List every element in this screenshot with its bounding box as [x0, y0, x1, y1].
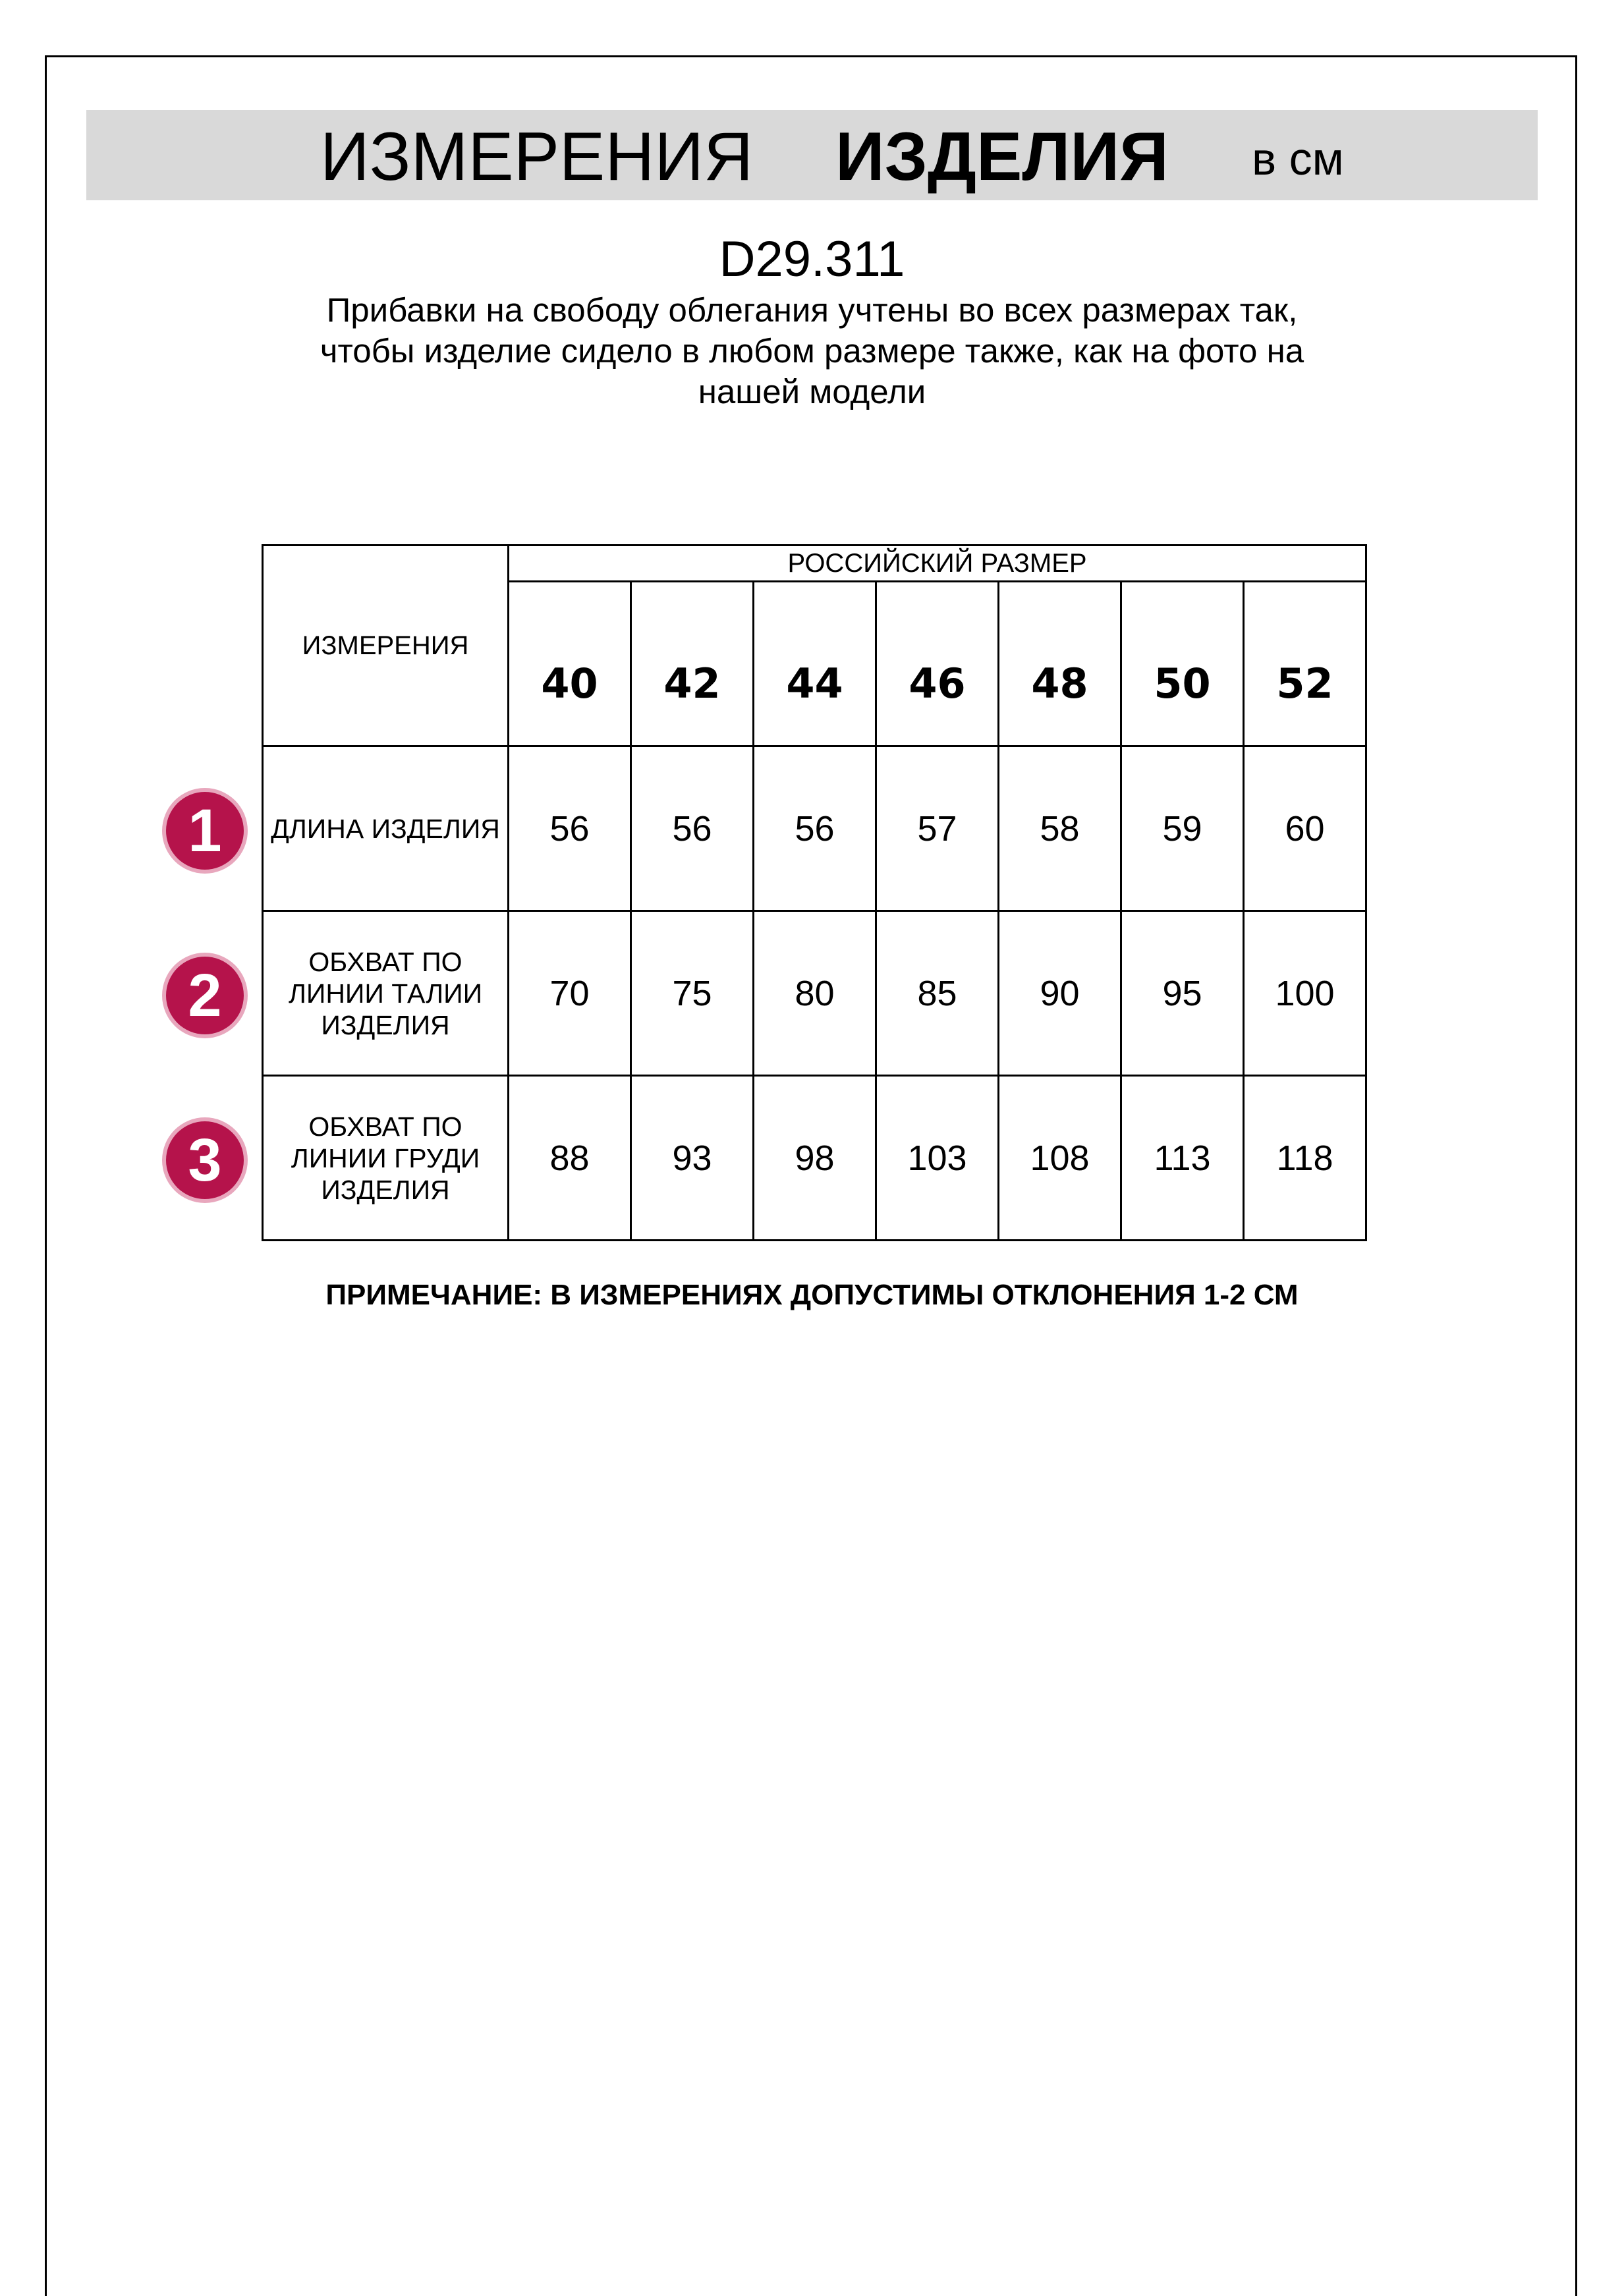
row-number-badge: 2: [166, 957, 244, 1034]
tolerance-note: ПРИМЕЧАНИЕ: В ИЗМЕРЕНИЯХ ДОПУСТИМЫ ОТКЛОНЕНИЯ 1-2 СМ: [325, 1279, 1299, 1311]
measurement-label: [263, 911, 509, 1076]
table-cell: 90: [999, 911, 1121, 1076]
measurement-label-line: ИЗДЕЛИЯ: [321, 1009, 450, 1040]
measurement-label-line: ИЗДЕЛИЯ: [321, 1174, 450, 1205]
table-cell: 108: [999, 1076, 1121, 1241]
size-header: 44: [754, 582, 876, 746]
size-chart-table: [262, 544, 1367, 1241]
table-cell: 75: [631, 911, 754, 1076]
row-number-badge: 1: [166, 792, 244, 870]
size-header: 46: [876, 582, 999, 746]
measurement-label-line: ОБХВАТ ПО: [308, 1111, 462, 1142]
table-row: [263, 911, 1366, 1076]
table-cell: 70: [509, 911, 631, 1076]
header-title-product: ИЗДЕЛИЯ: [835, 119, 1169, 195]
measurement-label-line: ДЛИНА ИЗДЕЛИЯ: [271, 813, 500, 844]
size-header: 42: [631, 582, 754, 746]
header-unit: в см: [1252, 133, 1344, 184]
table-row: [263, 1076, 1366, 1241]
table-cell: 56: [754, 746, 876, 911]
table-cell: 98: [754, 1076, 876, 1241]
table-cell: 56: [631, 746, 754, 911]
table-cell: 56: [509, 746, 631, 911]
table-cell: 80: [754, 911, 876, 1076]
product-code: D29.311: [719, 231, 905, 287]
table-cell: 59: [1121, 746, 1244, 911]
fit-description: [264, 290, 1360, 412]
fit-description-line: чтобы изделие сидело в любом размере также, как на фото на: [320, 332, 1304, 370]
measurement-label: [263, 746, 509, 911]
size-header: 50: [1121, 582, 1244, 746]
size-header: 52: [1244, 582, 1366, 746]
table-cell: 85: [876, 911, 999, 1076]
fit-description-line: Прибавки на свободу облегания учтены во всех размерах так,: [326, 291, 1298, 329]
table-cell: 60: [1244, 746, 1366, 911]
table-cell: 95: [1121, 911, 1244, 1076]
header-title-measurements: ИЗМЕРЕНИЯ: [320, 119, 754, 195]
table-cell: 103: [876, 1076, 999, 1241]
table-cell: 100: [1244, 911, 1366, 1076]
measurement-label-line: ЛИНИИ ТАЛИИ: [288, 978, 483, 1009]
measurement-label: [263, 1076, 509, 1241]
measurement-label-line: ЛИНИИ ГРУДИ: [291, 1142, 480, 1173]
row-number-badge: 3: [166, 1121, 244, 1199]
table-cell: 58: [999, 746, 1121, 911]
fit-description-line: нашей модели: [698, 373, 926, 410]
size-header: 40: [509, 582, 631, 746]
measurement-label-line: ОБХВАТ ПО: [308, 946, 462, 977]
measurements-header: ИЗМЕРЕНИЯ: [263, 546, 509, 746]
table-cell: 118: [1244, 1076, 1366, 1241]
table-header-row: [263, 546, 1366, 582]
table-cell: 57: [876, 746, 999, 911]
table-cell: 113: [1121, 1076, 1244, 1241]
table-cell: 88: [509, 1076, 631, 1241]
table-cell: 93: [631, 1076, 754, 1241]
table-row: [263, 746, 1366, 911]
russian-size-header: РОССИЙСКИЙ РАЗМЕР: [509, 546, 1366, 582]
size-header: 48: [999, 582, 1121, 746]
